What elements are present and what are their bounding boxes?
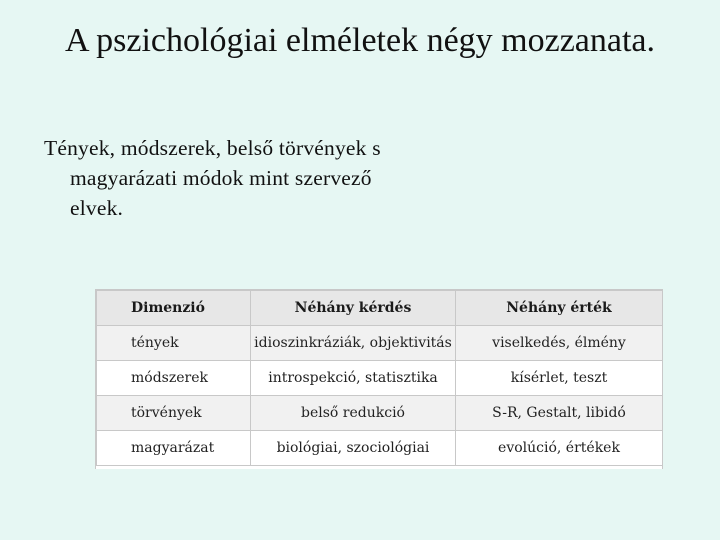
cell-dimension: törvények [97,396,251,431]
table-row [97,396,663,431]
table-row [97,326,663,361]
table-row [97,361,663,396]
table-row [97,431,663,466]
cell-values: evolúció, értékek [456,431,663,466]
header-questions: Néhány kérdés [251,291,456,326]
cell-values: kísérlet, teszt [456,361,663,396]
table-header-row [97,291,663,326]
slide-title: A pszichológiai elméletek négy mozzanata. [64,22,656,59]
cell-values: S-R, Gestalt, libidó [456,396,663,431]
header-values: Néhány érték [456,291,663,326]
bullet-text: Tények, módszerek, belső törvények s magyarázati módok mint szervező elvek. [44,136,381,220]
dimension-table [96,290,663,466]
cell-questions: belső redukció [251,396,456,431]
cell-dimension: tények [97,326,251,361]
cell-dimension: módszerek [97,361,251,396]
cell-dimension: magyarázat [97,431,251,466]
dimension-table-container [95,289,663,469]
header-dimension: Dimenzió [97,291,251,326]
cell-questions: introspekció, statisztika [251,361,456,396]
cell-questions: biológiai, szociológiai [251,431,456,466]
cell-questions: idioszinkráziák, objektivitás [251,326,456,361]
cell-values: viselkedés, élmény [456,326,663,361]
